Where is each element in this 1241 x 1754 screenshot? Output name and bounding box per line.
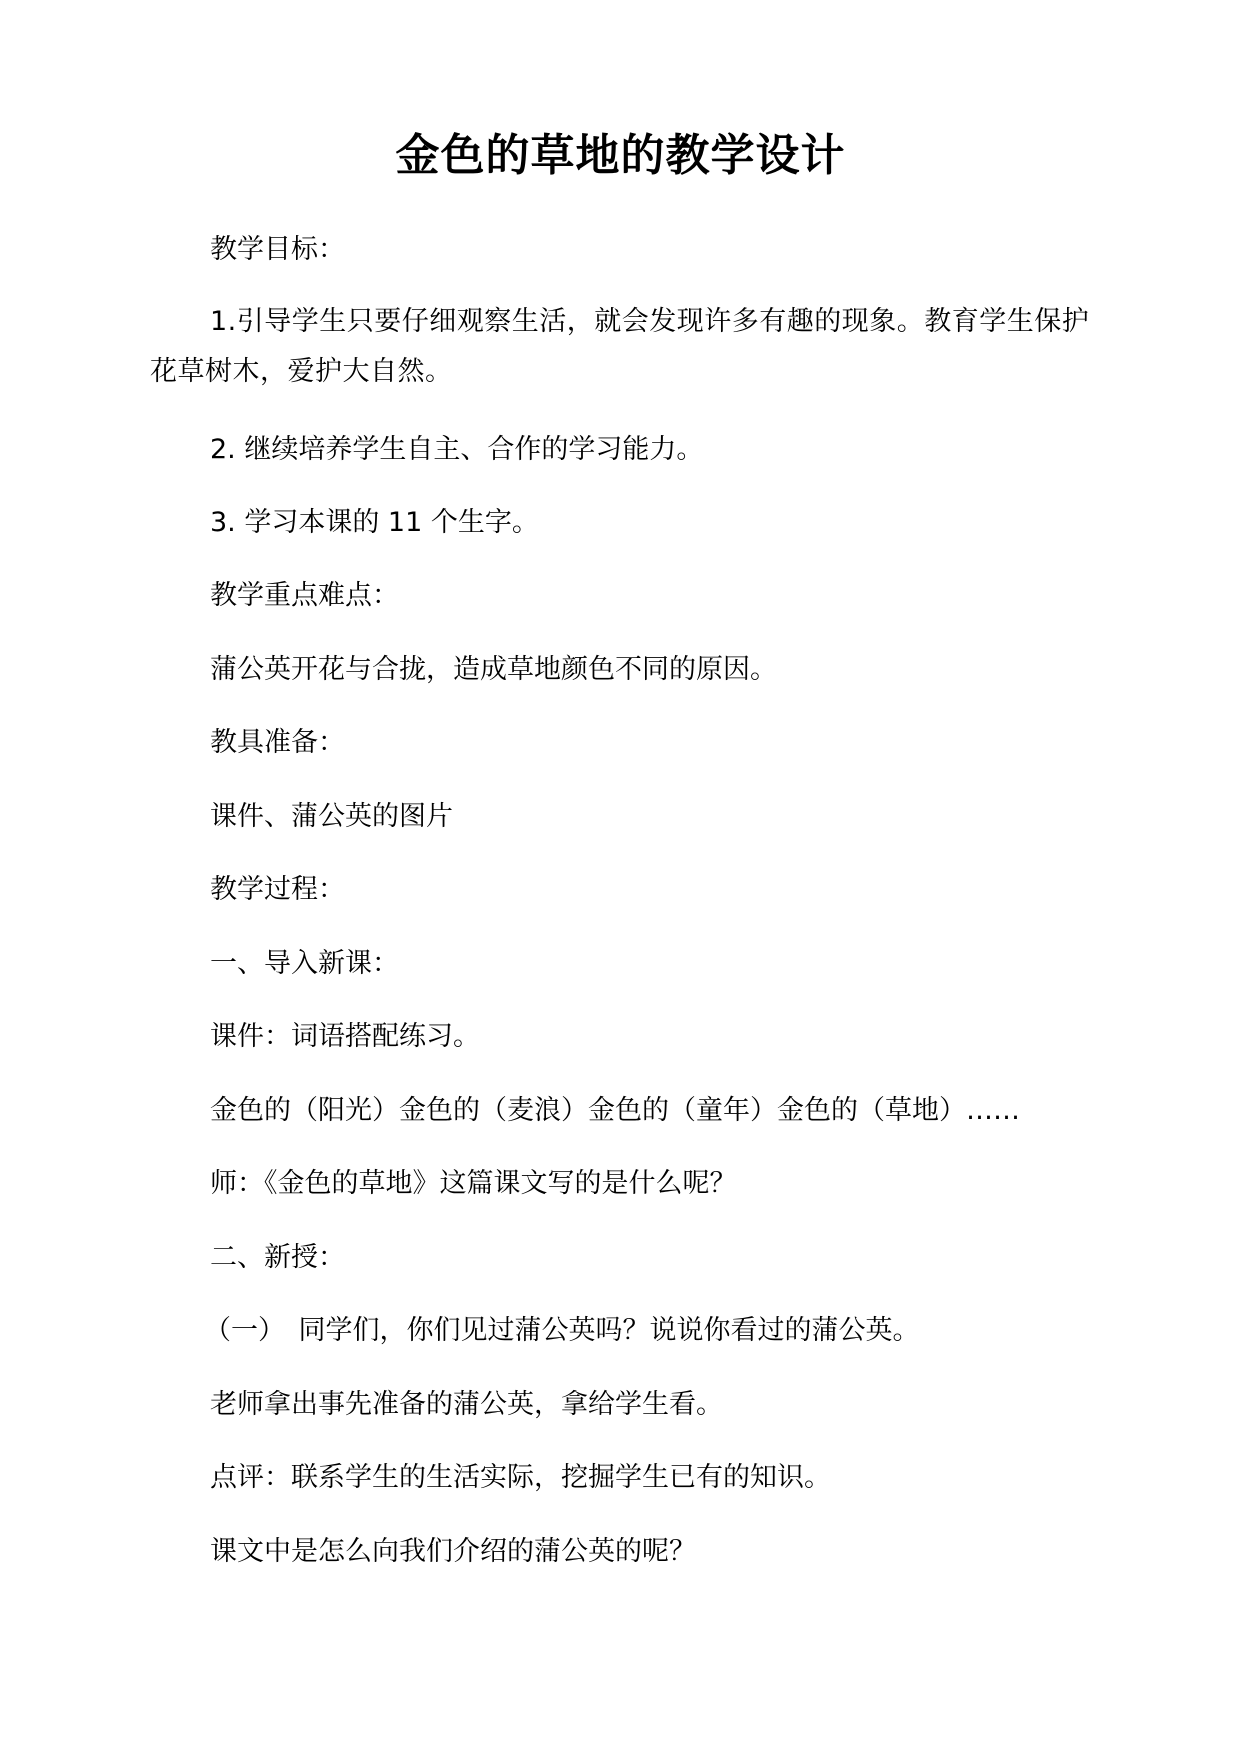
paragraph-courseware: 课件：词语搭配练习。 [210,1021,480,1052]
paragraph-text-question: 课文中是怎么向我们介绍的蒲公英的呢？ [210,1536,696,1567]
paragraph-teacher-shows: 老师拿出事先准备的蒲公英，拿给学生看。 [210,1389,723,1420]
paragraph-step-1: （一） 同学们，你们见过蒲公英吗？说说你看过的蒲公英。 [204,1315,920,1346]
paragraph-key-points: 蒲公英开花与合拢，造成草地颜色不同的原因。 [210,654,777,685]
paragraph-teacher-question: 师：《金色的草地》这篇课文写的是什么呢？ [210,1168,737,1199]
section-heading-process: 教学过程： [210,874,345,905]
paragraph-materials: 课件、蒲公英的图片 [210,801,453,832]
section-heading-materials: 教具准备： [210,727,345,758]
paragraph-objective-2: 2. 继续培养学生自主、合作的学习能力。 [210,434,704,465]
document-title: 金色的草地的教学设计 [395,130,846,181]
section-heading-intro: 一、导入新课： [210,948,399,979]
paragraph-comment: 点评：联系学生的生活实际，挖掘学生已有的知识。 [210,1462,831,1493]
section-heading-key-points: 教学重点难点： [210,580,399,611]
section-heading-new-lesson: 二、新授： [210,1242,345,1273]
paragraph-objective-3: 3. 学习本课的 11 个生字。 [210,507,539,538]
paragraph-objective-1: 1.引导学生只要仔细观察生活，就会发现许多有趣的现象。教育学生保护花草树木，爱护大自然。 [150,306,1090,387]
paragraph-word-matching: 金色的（阳光）金色的（麦浪）金色的（童年）金色的（草地）…… [210,1095,1020,1126]
section-heading-objectives: 教学目标： [210,234,345,265]
